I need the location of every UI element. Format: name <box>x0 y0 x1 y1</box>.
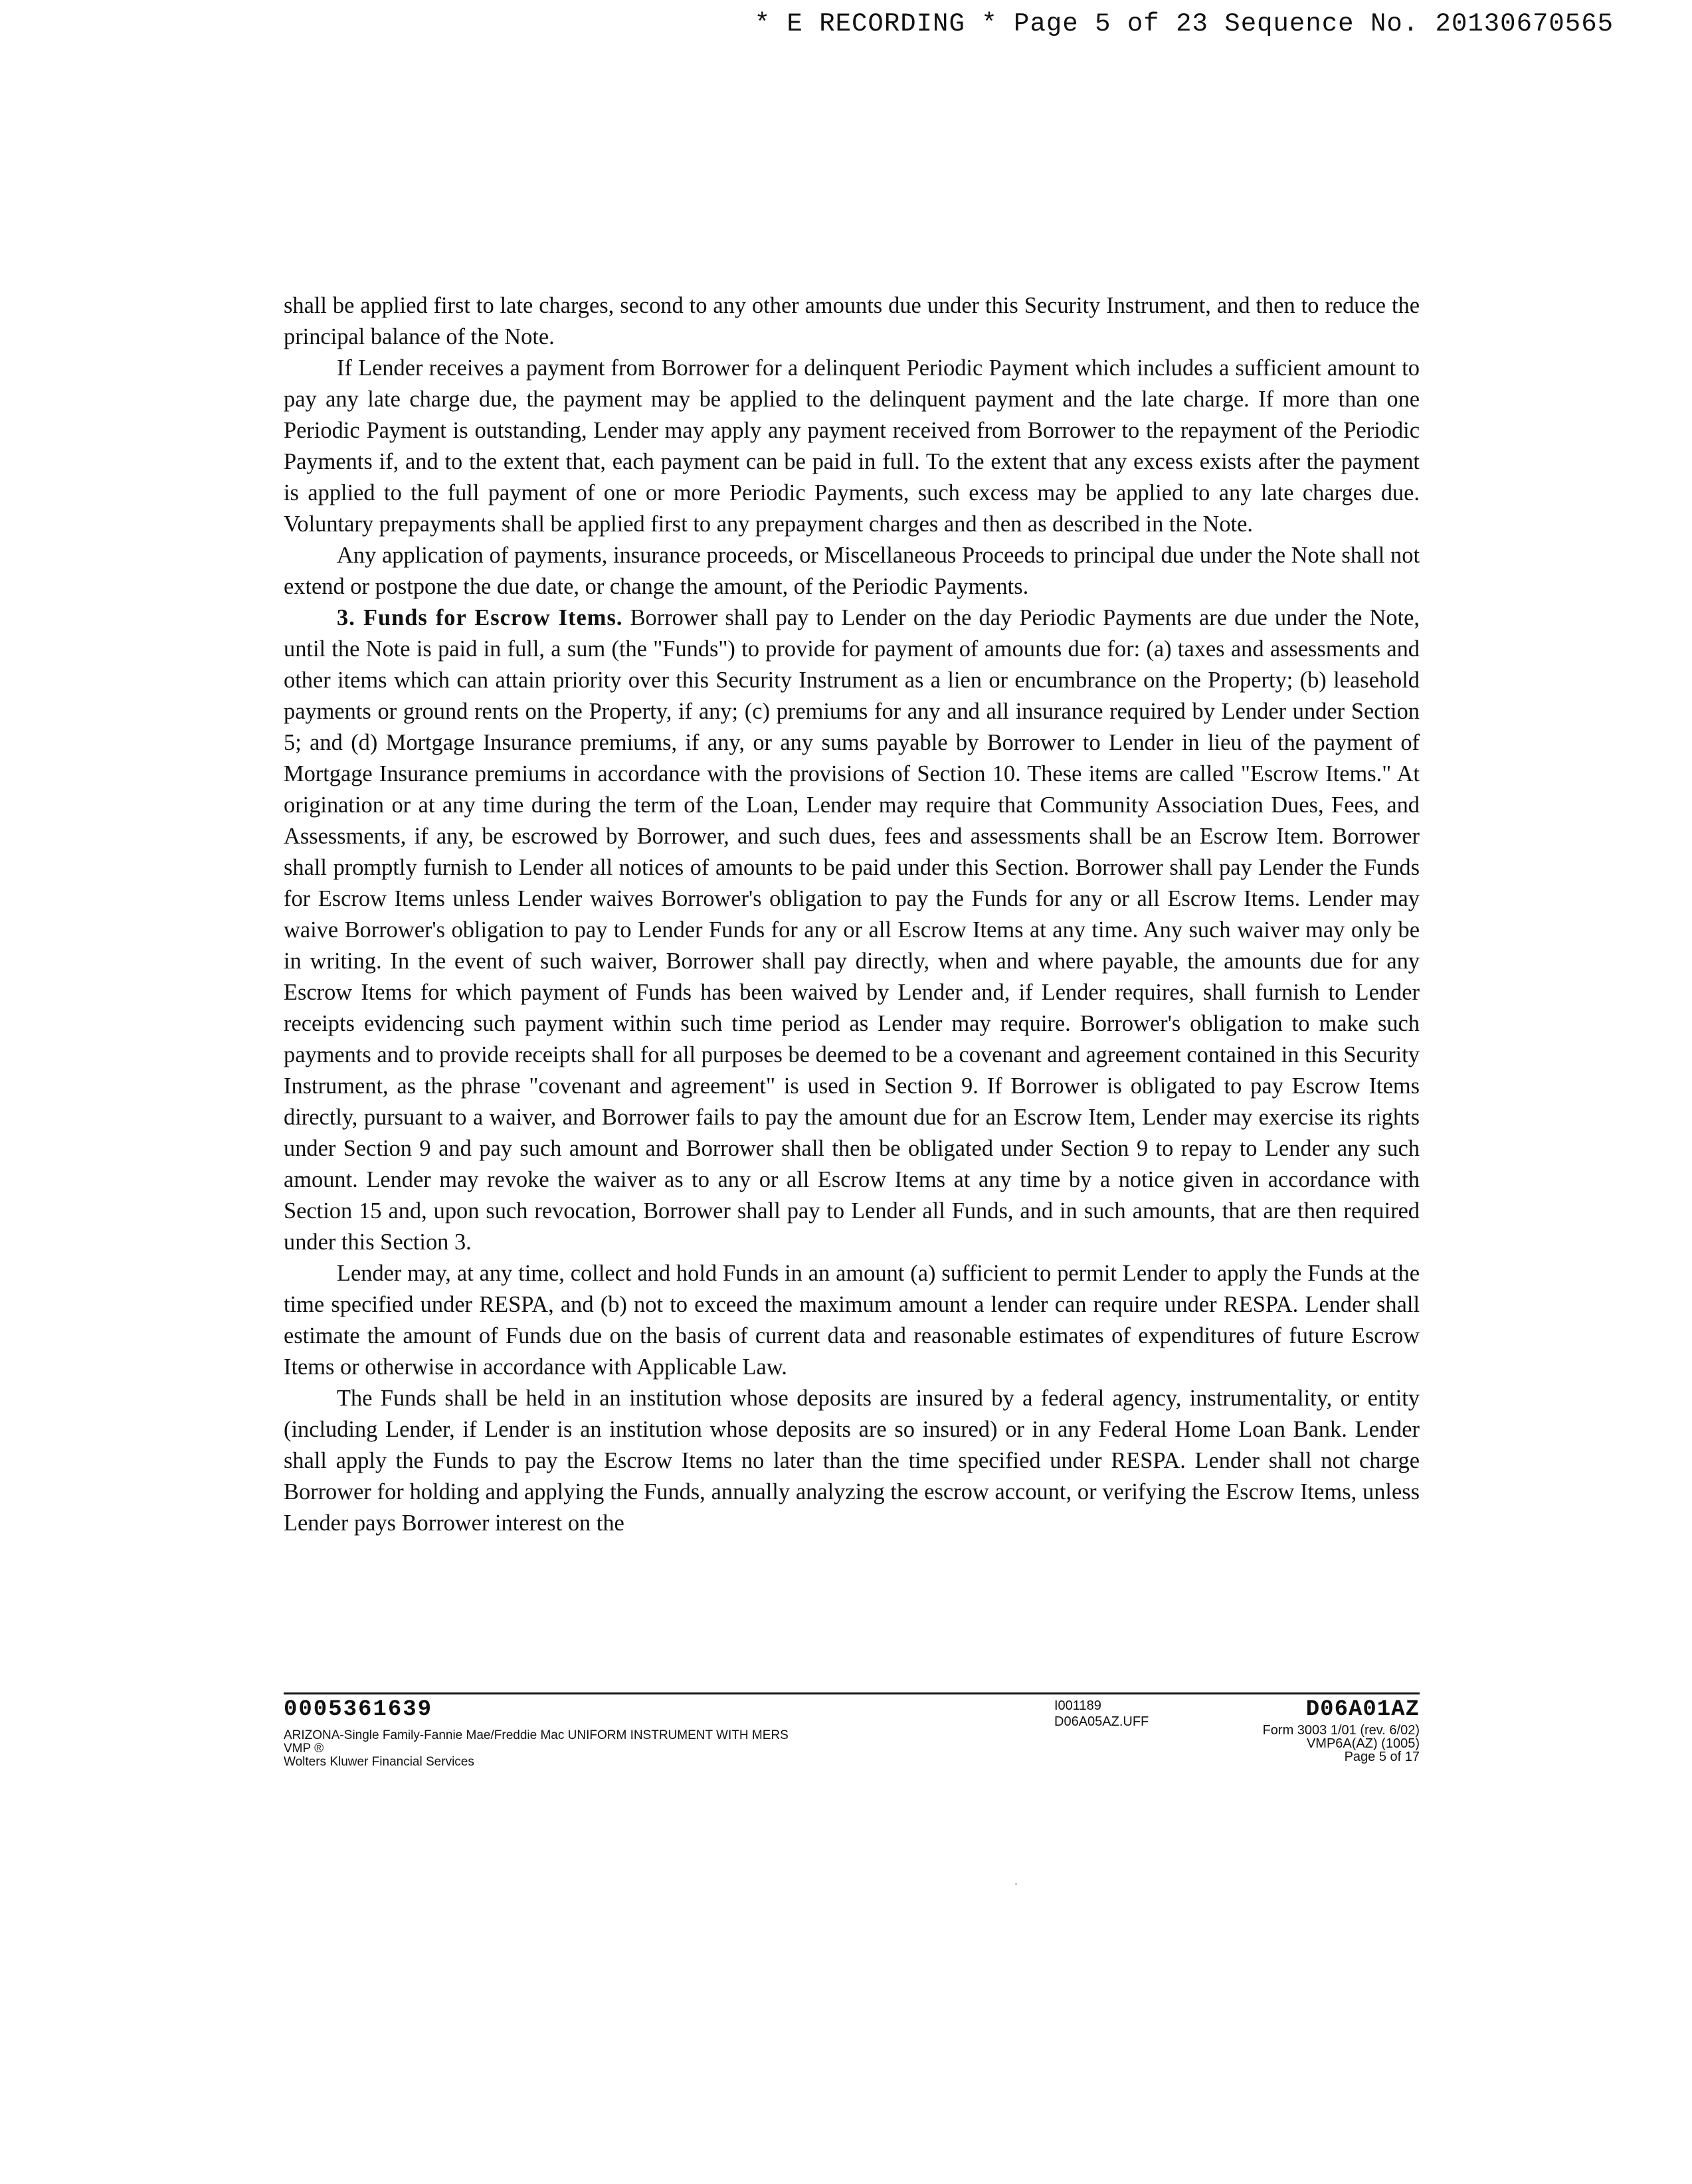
vmp-mark: VMP ® <box>284 1742 324 1756</box>
scan-artifact <box>1015 1883 1017 1885</box>
recording-header: * E RECORDING * Page 5 of 23 Sequence No. 20130670565 <box>754 9 1614 39</box>
paragraph-delinquent-payment: If Lender receives a payment from Borrower for a delinquent Periodic Payment which includes a sufficient amount to pay any late charge due, the payment may be applied to the delinquent payment and the late charge. If more than one Periodic Payment is outstanding, Lender may apply any payment received from Borrower to the repayment of the Periodic Payments if, and to the extent that, each payment can be paid in full. To the extent that any excess exists after the payment is applied to the full payment of one or more Periodic Payments, such excess may be applied to any late charges due. Voluntary prepayments shall be applied first to any prepayment charges and then as described in the Note. <box>284 355 1420 537</box>
paragraph-applied-first: shall be applied first to late charges, second to any other amounts due under this Security Instrument, and then to reduce the principal balance of the Note. <box>284 293 1420 349</box>
loan-number: 0005361639 <box>284 1697 433 1722</box>
form-title: ARIZONA-Single Family-Fannie Mae/Freddie Mac UNIFORM INSTRUMENT WITH MERS <box>284 1728 789 1742</box>
page-number: Page 5 of 17 <box>1344 1750 1420 1764</box>
page-footer <box>284 1697 1420 1770</box>
file-code: D06A05AZ.UFF <box>1054 1714 1149 1729</box>
publisher-name: Wolters Kluwer Financial Services <box>284 1755 474 1769</box>
form-number: Form 3003 1/01 (rev. 6/02) <box>1262 1723 1420 1738</box>
footer-divider <box>284 1692 1420 1694</box>
paragraph-collect-funds: Lender may, at any time, collect and hold Funds in an amount (a) sufficient to permit Lender to apply the Funds at the time specified under RESPA, and (b) not to exceed the maximum amount a lender can require under RESPA. Lender shall estimate the amount of Funds due on the basis of current data and reasonable estimates of expenditures of future Escrow Items or otherwise in accordance with Applicable Law. <box>284 1261 1420 1380</box>
form-meta <box>1263 1724 1420 1764</box>
section-3-heading: 3. Funds for Escrow Items. <box>337 605 623 630</box>
vmp-code: VMP6A(AZ) (1005) <box>1306 1736 1420 1751</box>
paragraph-funds-held: The Funds shall be held in an institution whose deposits are insured by a federal agency, instrumentality, or entity (including Lender, if Lender is an institution whose deposits are so insured) or in any Federal Home Loan Bank. Lender shall apply the Funds to pay the Escrow Items no later than the time specified under RESPA. Lender shall not charge Borrower for holding and applying the Funds, annually analyzing the escrow account, or verifying the Escrow Items, unless Lender pays Borrower interest on the <box>284 1386 1420 1536</box>
paragraph-section-3 <box>284 602 1420 1258</box>
document-body <box>284 290 1420 1539</box>
document-code: D06A01AZ <box>1305 1697 1420 1722</box>
paragraph-application-of-payments: Any application of payments, insurance proceeds, or Miscellaneous Proceeds to principal due under the Note shall not extend or postpone the due date, or change the amount, of the Periodic Payments. <box>284 543 1420 599</box>
batch-code: I001189 <box>1054 1698 1101 1713</box>
section-3-text: Borrower shall pay to Lender on the day Periodic Payments are due under the Note, until the Note is paid in full, a sum (the "Funds") to provide for payment of amounts due for: (a) taxes and assessments and other items which can attain priority over this Security Instrument as a lien or encumbrance on the Property; (b) leasehold payments or ground rents on the Property, if any; (c) premiums for any and all insurance required by Lender under Section 5; and (d) Mortgage Insurance premiums, if any, or any sums payable by Borrower to Lender in lieu of the payment of Mortgage Insurance premiums in accordance with the provisions of Section 10. These items are called "Escrow Items." At origination or at any time during the term of the Loan, Lender may require that Community Association Dues, Fees, and Assessments, if any, be escrowed by Borrower, and such dues, fees and assessments shall be an Escrow Item. Borrower shall promptly furnish to Lender all notices of amounts to be paid under this Section. Borrower shall pay Lender the Funds for Escrow Items unless Lender waives Borrower's obligation to pay the Funds for any or all Escrow Items. Lender may waive Borrower's obligation to pay to Lender Funds for any or all Escrow Items at any time. Any such waiver may only be in writing. In the event of such waiver, Borrower shall pay directly, when and where payable, the amounts due for any Escrow Items for which payment of Funds has been waived by Lender and, if Lender requires, shall furnish to Lender receipts evidencing such payment within such time period as Lender may require. Borrower's obligation to make such payments and to provide receipts shall for all purposes be deemed to be a covenant and agreement contained in this Security Instrument, as the phrase "covenant and agreement" is used in Section 9. If Borrower is obligated to pay Escrow Items directly, pursuant to a waiver, and Borrower fails to pay the amount due for an Escrow Item, Lender may exercise its rights under Section 9 and pay such amount and Borrower shall then be obligated under Section 9 to repay to Lender any such amount. Lender may revoke the waiver as to any or all Escrow Items at any time by a notice given in accordance with Section 15 and, upon such revocation, Borrower shall pay to Lender all Funds, and in such amounts, that are then required under this Section 3. <box>284 605 1420 1255</box>
